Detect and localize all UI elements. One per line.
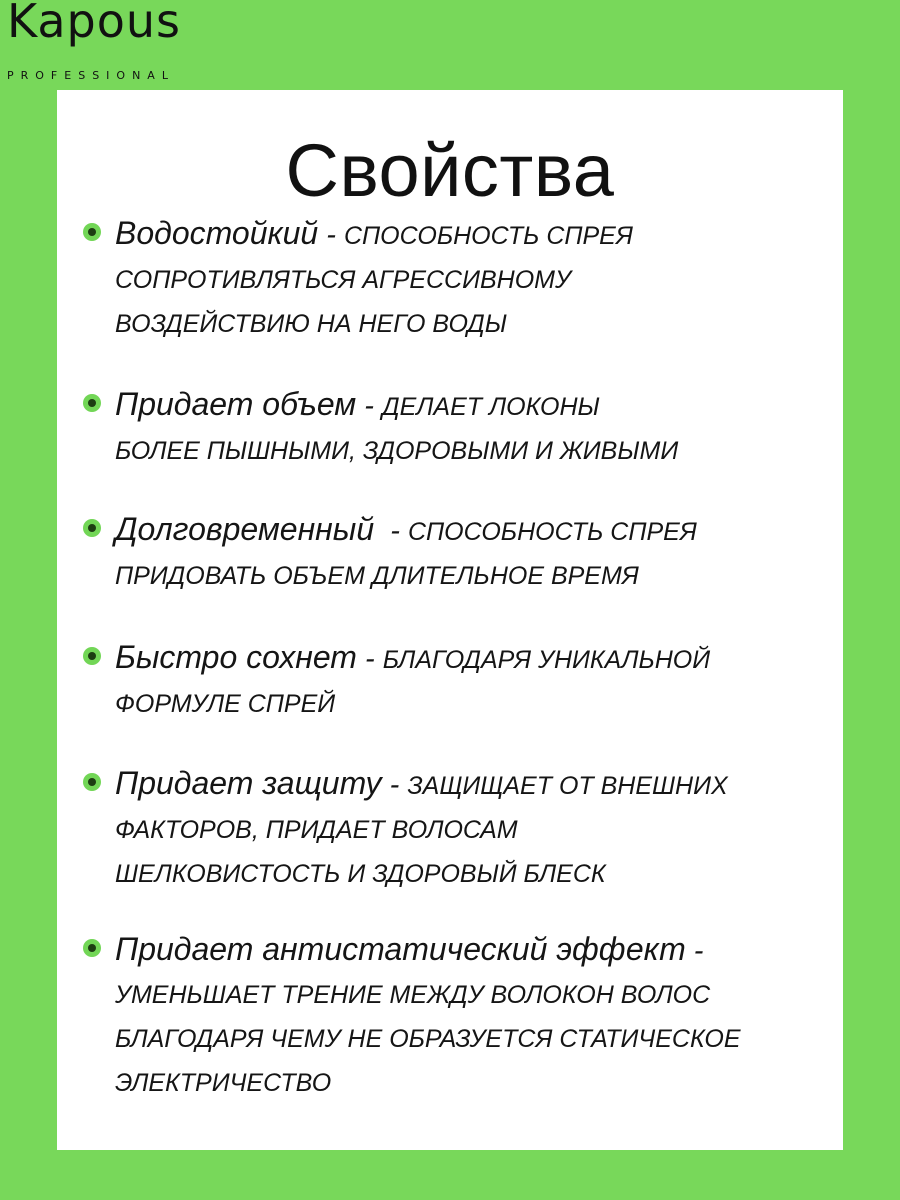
item-desc-line: ПРИДОВАТЬ ОБЪЕМ ДЛИТЕЛЬНОЕ ВРЕМЯ [115,562,639,590]
item-desc-line: БОЛЕЕ ПЫШНЫМИ, ЗДОРОВЫМИ И ЖИВЫМИ [115,437,679,465]
item-term: Придает защиту [115,765,382,801]
item-separator: - [381,769,408,801]
item-desc-line: ЭЛЕКТРИЧЕСТВО [115,1069,332,1097]
bullet-icon [83,519,101,537]
item-separator: - [374,515,408,547]
item-separator: - [685,935,704,967]
item-term: Придает объем [115,386,357,422]
item-desc-line: СПОСОБНОСТЬ СПРЕЯ [344,222,633,250]
item-text [115,212,843,346]
item-term: Водостойкий [115,215,319,251]
item-term: Быстро сохнет [115,639,357,675]
item-desc-line: УМЕНЬШАЕТ ТРЕНИЕ МЕЖДУ ВОЛОКОН ВОЛОС [115,981,711,1009]
item-text [115,928,843,1105]
item-text [115,383,843,473]
item-desc-line: ШЕЛКОВИСТОСТЬ И ЗДОРОВЫЙ БЛЕСК [115,860,606,888]
item-text [115,636,843,726]
brand-tagline: PROFESSIONAL [7,69,175,82]
item-desc-line: ДЕЛАЕТ ЛОКОНЫ [382,393,600,421]
item-desc-line: ФАКТОРОВ, ПРИДАЕТ ВОЛОСАМ [115,816,518,844]
bullet-icon [83,394,101,412]
properties-panel [57,90,843,1150]
item-desc-line: СПОСОБНОСТЬ СПРЕЯ [407,518,697,546]
item-separator: - [356,643,383,675]
item-text [115,508,843,598]
item-text [115,762,843,896]
item-separator: - [318,219,344,251]
item-term: Долговременный [115,511,375,547]
bullet-icon [83,647,101,665]
item-desc-line: БЛАГОДАРЯ ЧЕМУ НЕ ОБРАЗУЕТСЯ СТАТИЧЕСКОЕ [115,1025,741,1053]
bullet-icon [83,773,101,791]
item-desc-line: ЗАЩИЩАЕТ ОТ ВНЕШНИХ [407,772,728,800]
item-desc-line: СОПРОТИВЛЯТЬСЯ АГРЕССИВНОМУ [115,266,571,294]
brand-logo [7,0,227,86]
brand-name: Kapous [7,0,182,48]
page-title: Свойства [285,129,615,212]
item-desc-line: БЛАГОДАРЯ УНИКАЛЬНОЙ [382,646,711,674]
item-desc-line: ВОЗДЕЙСТВИЮ НА НЕГО ВОДЫ [115,310,507,338]
item-desc-line: ФОРМУЛЕ СПРЕЙ [115,690,336,718]
bullet-icon [83,223,101,241]
bullet-icon [83,939,101,957]
item-separator: - [356,390,383,422]
item-term: Придает антистатический эффект [115,931,686,967]
